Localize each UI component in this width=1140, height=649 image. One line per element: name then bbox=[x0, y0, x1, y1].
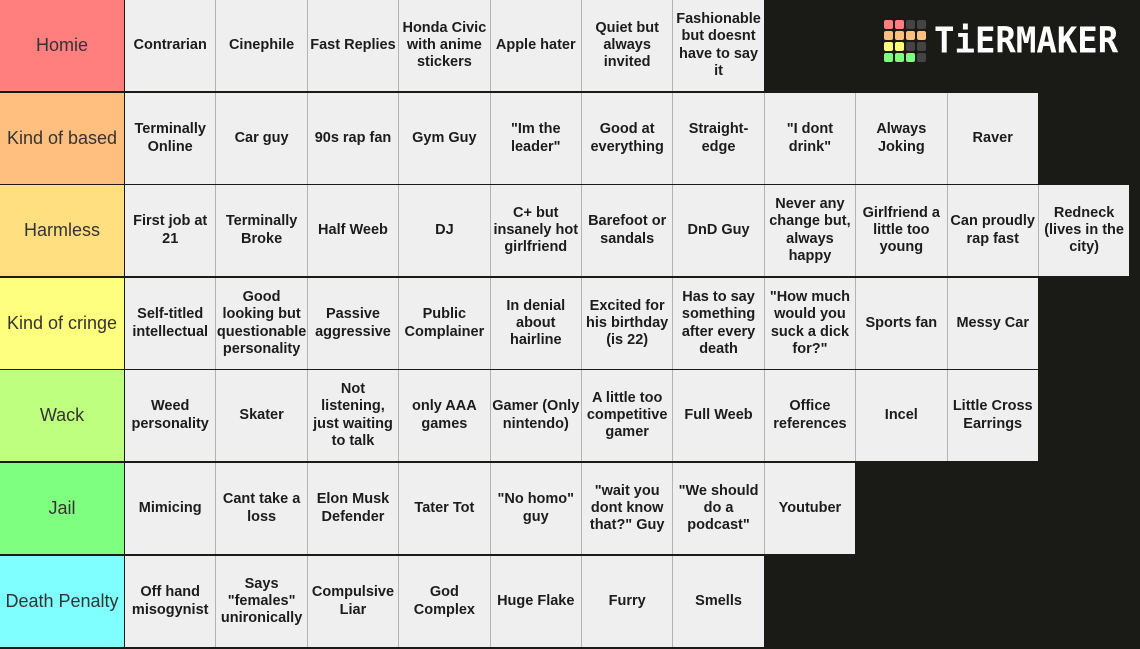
tier-label[interactable]: Jail bbox=[0, 463, 125, 554]
tier-item-tile[interactable]: Cinephile bbox=[216, 0, 307, 91]
tier-row bbox=[0, 93, 1140, 186]
tier-item-tile[interactable]: Tater Tot bbox=[399, 463, 490, 554]
tier-item-tile[interactable]: Passive aggressive bbox=[308, 278, 399, 369]
tier-item-tile[interactable]: Apple hater bbox=[491, 0, 582, 91]
tier-row bbox=[0, 0, 1140, 93]
tier-item-tile[interactable]: Never any change but, always happy bbox=[765, 185, 856, 276]
tier-items bbox=[125, 185, 1130, 276]
tier-item-tile[interactable]: Redneck (lives in the city) bbox=[1039, 185, 1130, 276]
tier-row bbox=[0, 185, 1140, 278]
tier-item-tile[interactable]: Messy Car bbox=[948, 278, 1039, 369]
tier-item-tile[interactable]: Not listening, just waiting to talk bbox=[308, 370, 399, 461]
tier-items bbox=[125, 556, 765, 647]
tier-item-tile[interactable]: Fast Replies bbox=[308, 0, 399, 91]
tier-item-tile[interactable]: Raver bbox=[948, 93, 1039, 184]
tier-item-tile[interactable]: Can proudly rap fast bbox=[948, 185, 1039, 276]
tier-item-tile[interactable]: Fashionable but doesnt have to say it bbox=[673, 0, 764, 91]
tier-item-tile[interactable]: In denial about hairline bbox=[491, 278, 582, 369]
tier-item-tile[interactable]: Skater bbox=[216, 370, 307, 461]
tier-item-tile[interactable]: Full Weeb bbox=[673, 370, 764, 461]
tier-row bbox=[0, 463, 1140, 556]
tier-item-tile[interactable]: Compulsive Liar bbox=[308, 556, 399, 647]
tier-item-tile[interactable]: Barefoot or sandals bbox=[582, 185, 673, 276]
tier-label[interactable]: Kind of cringe bbox=[0, 278, 125, 369]
tier-row bbox=[0, 556, 1140, 649]
tier-item-tile[interactable]: Quiet but always invited bbox=[582, 0, 673, 91]
tier-item-tile[interactable]: Girlfriend a little too young bbox=[856, 185, 947, 276]
tier-label[interactable]: Homie bbox=[0, 0, 125, 91]
tier-item-tile[interactable]: Public Complainer bbox=[399, 278, 490, 369]
tier-item-tile[interactable]: Off hand misogynist bbox=[125, 556, 216, 647]
tier-label[interactable]: Death Penalty bbox=[0, 556, 125, 647]
tier-item-tile[interactable]: "No homo" guy bbox=[491, 463, 582, 554]
tier-item-tile[interactable]: Sports fan bbox=[856, 278, 947, 369]
tier-item-tile[interactable]: "We should do a podcast" bbox=[673, 463, 764, 554]
tier-row bbox=[0, 370, 1140, 463]
tier-item-tile[interactable]: A little too competitive gamer bbox=[582, 370, 673, 461]
tier-item-tile[interactable]: Terminally Online bbox=[125, 93, 216, 184]
tier-item-tile[interactable]: DJ bbox=[399, 185, 490, 276]
tier-item-tile[interactable]: God Complex bbox=[399, 556, 490, 647]
tier-item-tile[interactable]: Little Cross Earrings bbox=[948, 370, 1039, 461]
tier-item-tile[interactable]: Gamer (Only nintendo) bbox=[491, 370, 582, 461]
tiermaker-wordmark: TiERMAKER bbox=[934, 20, 1119, 63]
tier-item-tile[interactable]: Contrarian bbox=[125, 0, 216, 91]
tier-item-tile[interactable]: Honda Civic with anime stickers bbox=[399, 0, 490, 91]
tier-item-tile[interactable]: Smells bbox=[673, 556, 764, 647]
tier-item-tile[interactable]: "I dont drink" bbox=[765, 93, 856, 184]
tier-item-tile[interactable]: C+ but insanely hot girlfriend bbox=[491, 185, 582, 276]
tier-item-tile[interactable]: Good looking but questionable personality bbox=[216, 278, 307, 369]
tier-item-tile[interactable]: Terminally Broke bbox=[216, 185, 307, 276]
tier-item-tile[interactable]: "wait you dont know that?" Guy bbox=[582, 463, 673, 554]
tier-item-tile[interactable]: DnD Guy bbox=[673, 185, 764, 276]
tier-item-tile[interactable]: Straight-edge bbox=[673, 93, 764, 184]
tier-items bbox=[125, 278, 1039, 369]
tier-item-tile[interactable]: Elon Musk Defender bbox=[308, 463, 399, 554]
tier-item-tile[interactable]: Huge Flake bbox=[491, 556, 582, 647]
tier-item-tile[interactable]: "Im the leader" bbox=[491, 93, 582, 184]
tier-item-tile[interactable]: Youtuber bbox=[765, 463, 856, 554]
tier-item-tile[interactable]: Good at everything bbox=[582, 93, 673, 184]
tier-item-tile[interactable]: Half Weeb bbox=[308, 185, 399, 276]
tier-items bbox=[125, 463, 856, 554]
tier-item-tile[interactable]: Furry bbox=[582, 556, 673, 647]
tier-item-tile[interactable]: only AAA games bbox=[399, 370, 490, 461]
tier-item-tile[interactable]: "How much would you suck a dick for?" bbox=[765, 278, 856, 369]
tier-item-tile[interactable]: 90s rap fan bbox=[308, 93, 399, 184]
tier-item-tile[interactable]: Gym Guy bbox=[399, 93, 490, 184]
tier-label[interactable]: Kind of based bbox=[0, 93, 125, 184]
tier-item-tile[interactable]: Says "females" unironically bbox=[216, 556, 307, 647]
tier-item-tile[interactable]: Office references bbox=[765, 370, 856, 461]
tier-item-tile[interactable]: Always Joking bbox=[856, 93, 947, 184]
tier-item-tile[interactable]: Car guy bbox=[216, 93, 307, 184]
tier-item-tile[interactable]: Self-titled intellectual bbox=[125, 278, 216, 369]
tier-item-tile[interactable]: Cant take a loss bbox=[216, 463, 307, 554]
tier-item-tile[interactable]: Incel bbox=[856, 370, 947, 461]
tier-item-tile[interactable]: Has to say something after every death bbox=[673, 278, 764, 369]
tier-label[interactable]: Wack bbox=[0, 370, 125, 461]
tier-item-tile[interactable]: Mimicing bbox=[125, 463, 216, 554]
tier-label[interactable]: Harmless bbox=[0, 185, 125, 276]
tier-items bbox=[125, 93, 1039, 184]
tier-items bbox=[125, 0, 765, 91]
tier-items bbox=[125, 370, 1039, 461]
tier-item-tile[interactable]: First job at 21 bbox=[125, 185, 216, 276]
tier-item-tile[interactable]: Weed personality bbox=[125, 370, 216, 461]
tier-item-tile[interactable]: Excited for his birthday (is 22) bbox=[582, 278, 673, 369]
tier-row bbox=[0, 278, 1140, 371]
